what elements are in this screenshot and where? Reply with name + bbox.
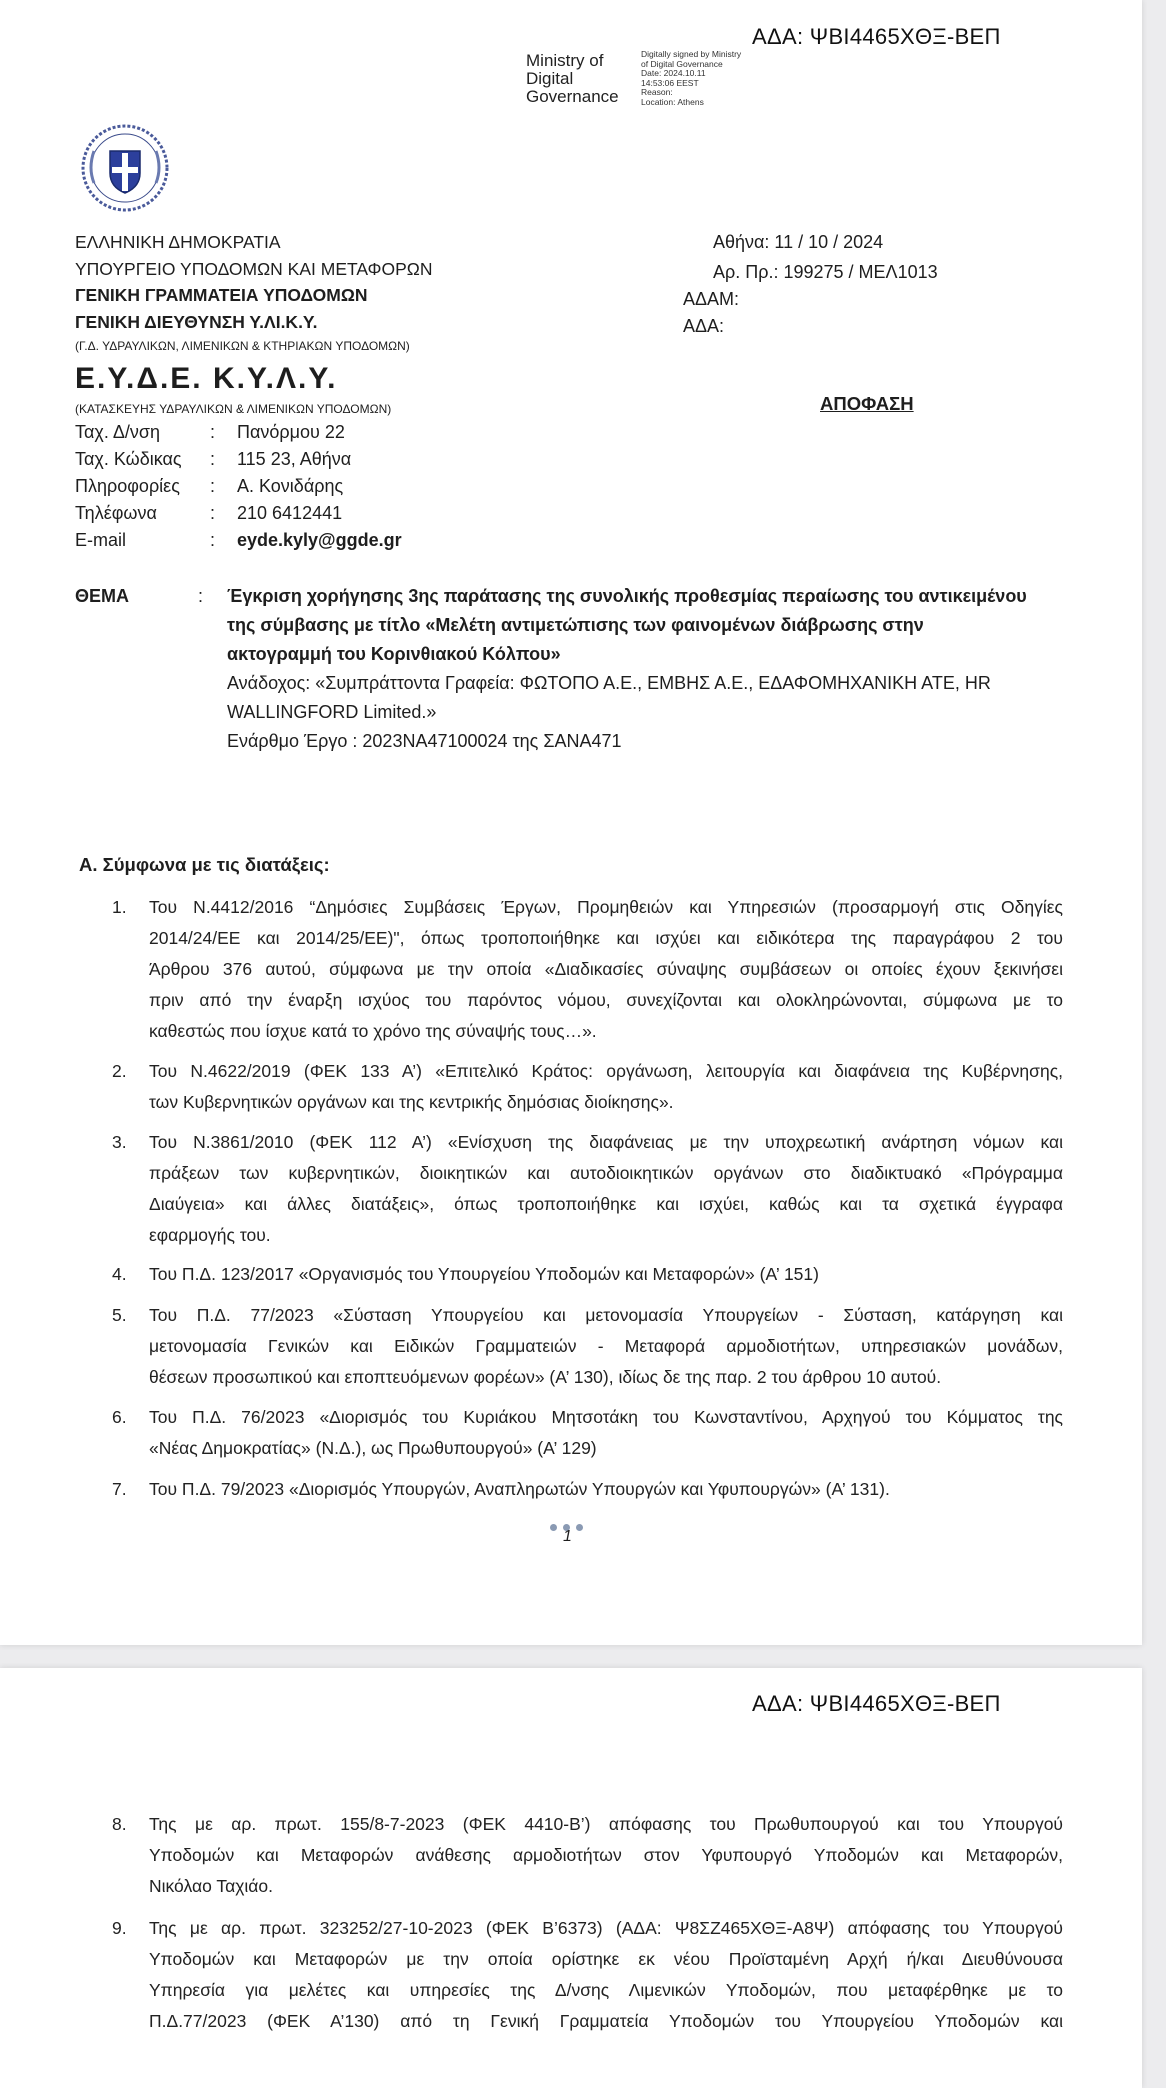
list-item-line: εφαρμογής του. [149, 1225, 271, 1245]
list-item-line: Της με αρ. πρωτ. 323252/27-10-2023 (ΦΕΚ Β’6373) (ΑΔΑ: Ψ8ΣΖ465ΧΘΞ-Α8Ψ) απόφασης του Υπουργού [149, 1918, 1063, 1938]
list-item-line: Του Π.Δ. 76/2023 «Διορισμός του Κυριάκου Μητσοτάκη του Κωνσταντίνου, Αρχηγού του Κόμματος της [149, 1407, 1063, 1427]
subject-label: ΘΕΜΑ [75, 586, 129, 606]
header-general-directorate: ΓΕΝΙΚΗ ΔΙΕΥΘΥΝΣΗ Υ.ΛΙ.Κ.Υ. [75, 312, 318, 332]
page-number: 1 [563, 1528, 572, 1545]
contact-colon: : [210, 422, 216, 442]
list-item-line: Του Π.Δ. 123/2017 «Οργανισμός του Υπουργείου Υποδομών και Μεταφορών» (Α’ 151) [149, 1264, 819, 1284]
list-item-line: «Νέας Δημοκρατίας» (Ν.Δ.), ως Πρωθυπουργού» (Α’ 129) [149, 1438, 597, 1458]
list-item-number: 2. [112, 1061, 127, 1081]
list-item-number: 7. [112, 1479, 127, 1499]
list-item-line: Της με αρ. πρωτ. 155/8-7-2023 (ΦΕΚ 4410-Β’) απόφασης του Πρωθυπουργού και του Υπουργού [149, 1814, 1063, 1834]
list-item-text [149, 1127, 1063, 1251]
contact-colon: : [210, 476, 216, 496]
subject-title-line: της σύμβασης με τίτλο «Μελέτη αντιμετώπισης των φαινομένων διάβρωσης στην [227, 615, 924, 635]
list-item-number: 3. [112, 1132, 127, 1152]
list-item-number: 9. [112, 1918, 127, 1938]
signature-detail-line: Reason: [641, 87, 673, 97]
subject-contractor-line: Ανάδοχος: «Συμπράττοντα Γραφεία: ΦΩΤΟΠΟ Α.Ε., ΕΜΒΗΣ Α.Ε., ΕΔΑΦΟΜΗΧΑΝΙΚΗ ΑΤΕ, HR [227, 673, 991, 693]
list-item-text [149, 1259, 1063, 1290]
list-item-line: θέσεων προσωπικού και εποπτευόμενων φορέων» (Α’ 130), ιδίως δε της παρ. 2 του άρθρου 10 αυτού. [149, 1367, 942, 1387]
contact-value: Α. Κονιδάρης [237, 476, 344, 496]
list-item-line: Υποδομών και Μεταφορών με την οποία ορίστηκε εκ νέου Προϊσταμένη Αρχή ή/και Διευθύνουσα [149, 1949, 1063, 1969]
signature-detail-line: 14:53:06 EEST [641, 77, 699, 88]
header-unit-subtitle: (ΚΑΤΑΣΚΕΥΗΣ ΥΔΡΑΥΛΙΚΩΝ & ΛΙΜΕΝΙΚΩΝ ΥΠΟΔΟΜΩΝ) [75, 402, 392, 416]
contact-label: Πληροφορίες [75, 476, 180, 496]
signature-detail-line: Digitally signed by Ministry [641, 49, 742, 59]
signature-detail-line: Location: Athens [641, 96, 704, 107]
ada-code: ΑΔΑ: ΨΒΙ4465ΧΘΞ-ΒΕΠ [752, 1691, 1001, 1716]
signature-ministry-line: Digital [526, 69, 574, 88]
ada-label: ΑΔΑ: [683, 316, 725, 336]
list-item-line: Υπηρεσία για μελέτες και υπηρεσίες της Δ/νσης Λιμενικών Υποδομών, που μεταφέρθηκε με το [149, 1980, 1063, 2000]
list-item-text [149, 1809, 1063, 1902]
list-item-text [149, 1300, 1063, 1393]
list-item-line: των Κυβερνητικών οργάνων και της κεντρικής δημόσιας διοίκησης». [149, 1092, 674, 1112]
contact-value: Πανόρμου 22 [237, 422, 345, 442]
list-item-line: πριν από την έναρξη ισχύος του παρόντος νόμου, συνεχίζονται και ολοκληρώνονται, σύμφωνα με το [149, 990, 1063, 1010]
contact-email-link[interactable]: eyde.kyly@ggde.gr [237, 530, 402, 550]
contact-label: Ταχ. Δ/νση [75, 422, 161, 442]
subject-contractor-line: WALLINGFORD Limited.» [227, 702, 437, 722]
adam-label: ΑΔΑΜ: [683, 289, 740, 309]
protocol-number: Αρ. Πρ.: 199275 / ΜΕΛ1013 [713, 262, 938, 282]
contact-label: E-mail [75, 530, 127, 550]
subject-colon: : [198, 586, 204, 606]
list-item-text [149, 1474, 1063, 1505]
list-item-text [149, 892, 1063, 1047]
list-item-text [149, 1056, 1063, 1118]
list-item-number: 8. [112, 1814, 127, 1834]
decision-title: ΑΠΟΦΑΣΗ [820, 393, 914, 414]
list-item-line: Του Ν.4622/2019 (ΦΕΚ 133 Α’) «Επιτελικό Κράτος: οργάνωση, λειτουργία και διαφάνεια της Κυβέρνησης, [149, 1061, 1063, 1081]
list-item-text [149, 1402, 1063, 1464]
section-a-title: Α. Σύμφωνα με τις διατάξεις: [79, 854, 330, 875]
contact-value: 210 6412441 [237, 503, 343, 523]
header-ministry: ΥΠΟΥΡΓΕΙΟ ΥΠΟΔΟΜΩΝ ΚΑΙ ΜΕΤΑΦΟΡΩΝ [75, 259, 433, 279]
list-item-line: Του Ν.4412/2016 “Δημόσιες Συμβάσεις Έργων, Προμηθειών και Υπηρεσιών (προσαρμογή στις Οδηγίες [149, 897, 1063, 917]
subject-title-line: ακτογραμμή του Κορινθιακού Κόλπου» [227, 644, 561, 664]
list-item-line: καθεστώς που ίσχυε κατά το χρόνο της σύναψής τους…». [149, 1021, 597, 1041]
list-item-line: Του Π.Δ. 79/2023 «Διορισμός Υπουργών, Αναπληρωτών Υπουργών και Υφυπουργών» (Α’ 131). [149, 1479, 890, 1499]
subject-title-line: Έγκριση χορήγησης 3ης παράτασης της συνολικής προθεσμίας περαίωσης του αντικειμένου [227, 586, 1027, 606]
list-item-number: 6. [112, 1407, 127, 1427]
list-item-text [149, 1913, 1063, 2037]
subject-project-line: Ενάρθμο Έργο : 2023ΝΑ47100024 της ΣΑΝΑ471 [227, 731, 622, 751]
list-item-line: 2014/24/ΕΕ και 2014/25/ΕΕ)", όπως τροποποιήθηκε και ισχύει και ειδικότερα της παραγράφου 2 του [149, 928, 1063, 948]
list-item-line: Π.Δ.77/2023 (ΦΕΚ Α’130) από τη Γενική Γραμματεία Υποδομών του Υπουργείου Υποδομών και [149, 2011, 1063, 2031]
contact-colon: : [210, 449, 216, 469]
contact-label: Τηλέφωνα [75, 503, 157, 523]
list-item-line: Διαύγεια» και άλλες διατάξεις», όπως τροποποιήθηκε και ισχύει, καθώς και τα σχετικά έγγραφα [149, 1194, 1063, 1214]
list-item-number: 4. [112, 1264, 127, 1284]
subject-block [227, 582, 1057, 756]
list-item-line: μετονομασία Γενικών και Ειδικών Γραμματειών - Μεταφορά αρμοδιοτήτων, υπηρεσιακών μονάδων, [149, 1336, 1063, 1356]
list-item-line: Του Π.Δ. 77/2023 «Σύσταση Υπουργείου και μετονομασία Υπουργείων - Σύσταση, κατάργηση και [149, 1305, 1063, 1325]
list-item-line: Νικόλαο Ταχιάο. [149, 1876, 274, 1896]
list-item-line: πράξεων των κυβερνητικών, διοικητικών και αυτοδιοικητικών οργάνων στο διαδικτυακό «Πρόγραμμα [149, 1163, 1063, 1183]
ada-code: ΑΔΑ: ΨΒΙ4465ΧΘΞ-ΒΕΠ [752, 24, 1001, 49]
greek-coat-of-arms-icon [80, 123, 170, 213]
signature-ministry-line: Ministry of [526, 51, 604, 70]
header-general-secretariat: ΓΕΝΙΚΗ ΓΡΑΜΜΑΤΕΙΑ ΥΠΟΔΟΜΩΝ [75, 285, 368, 305]
list-item-line: Του Ν.3861/2010 (ΦΕΚ 112 Α’) «Ενίσχυση της διαφάνειας με την υποχρεωτική ανάρτηση νόμων και [149, 1132, 1063, 1152]
signature-detail-line: of Digital Governance [641, 58, 723, 69]
contact-colon: : [210, 503, 216, 523]
contact-colon: : [210, 530, 216, 550]
contact-value: 115 23, Αθήνα [237, 449, 352, 469]
signature-detail-line: Date: 2024.10.11 [641, 68, 706, 78]
header-directorate-subtitle: (Γ.Δ. ΥΔΡΑΥΛΙΚΩΝ, ΛΙΜΕΝΙΚΩΝ & ΚΤΗΡΙΑΚΩΝ ΥΠΟΔΟΜΩΝ) [75, 339, 410, 353]
contact-label: Ταχ. Κώδικας [75, 449, 182, 469]
list-item-line: Άρθρου 376 αυτού, σύμφωνα με την οποία «Διαδικασίες σύναψης συμβάσεων οι οποίες έχουν ξεκινήσει [149, 959, 1063, 979]
header-unit: Ε.Υ.Δ.Ε. Κ.Υ.Λ.Υ. [75, 362, 338, 395]
list-item-line: Υποδομών και Μεταφορών ανάθεσης αρμοδιοτήτων στον Υφυπουργό Υποδομών και Μεταφορών, [149, 1845, 1063, 1865]
signature-ministry-line: Governance [526, 87, 619, 106]
list-item-number: 5. [112, 1305, 127, 1325]
list-item-number: 1. [112, 897, 127, 917]
document-date: Αθήνα: 11 / 10 / 2024 [713, 232, 884, 252]
document-page-2 [0, 1668, 1142, 2088]
header-republic: ΕΛΛΗΝΙΚΗ ΔΗΜΟΚΡΑΤΙΑ [75, 232, 281, 252]
